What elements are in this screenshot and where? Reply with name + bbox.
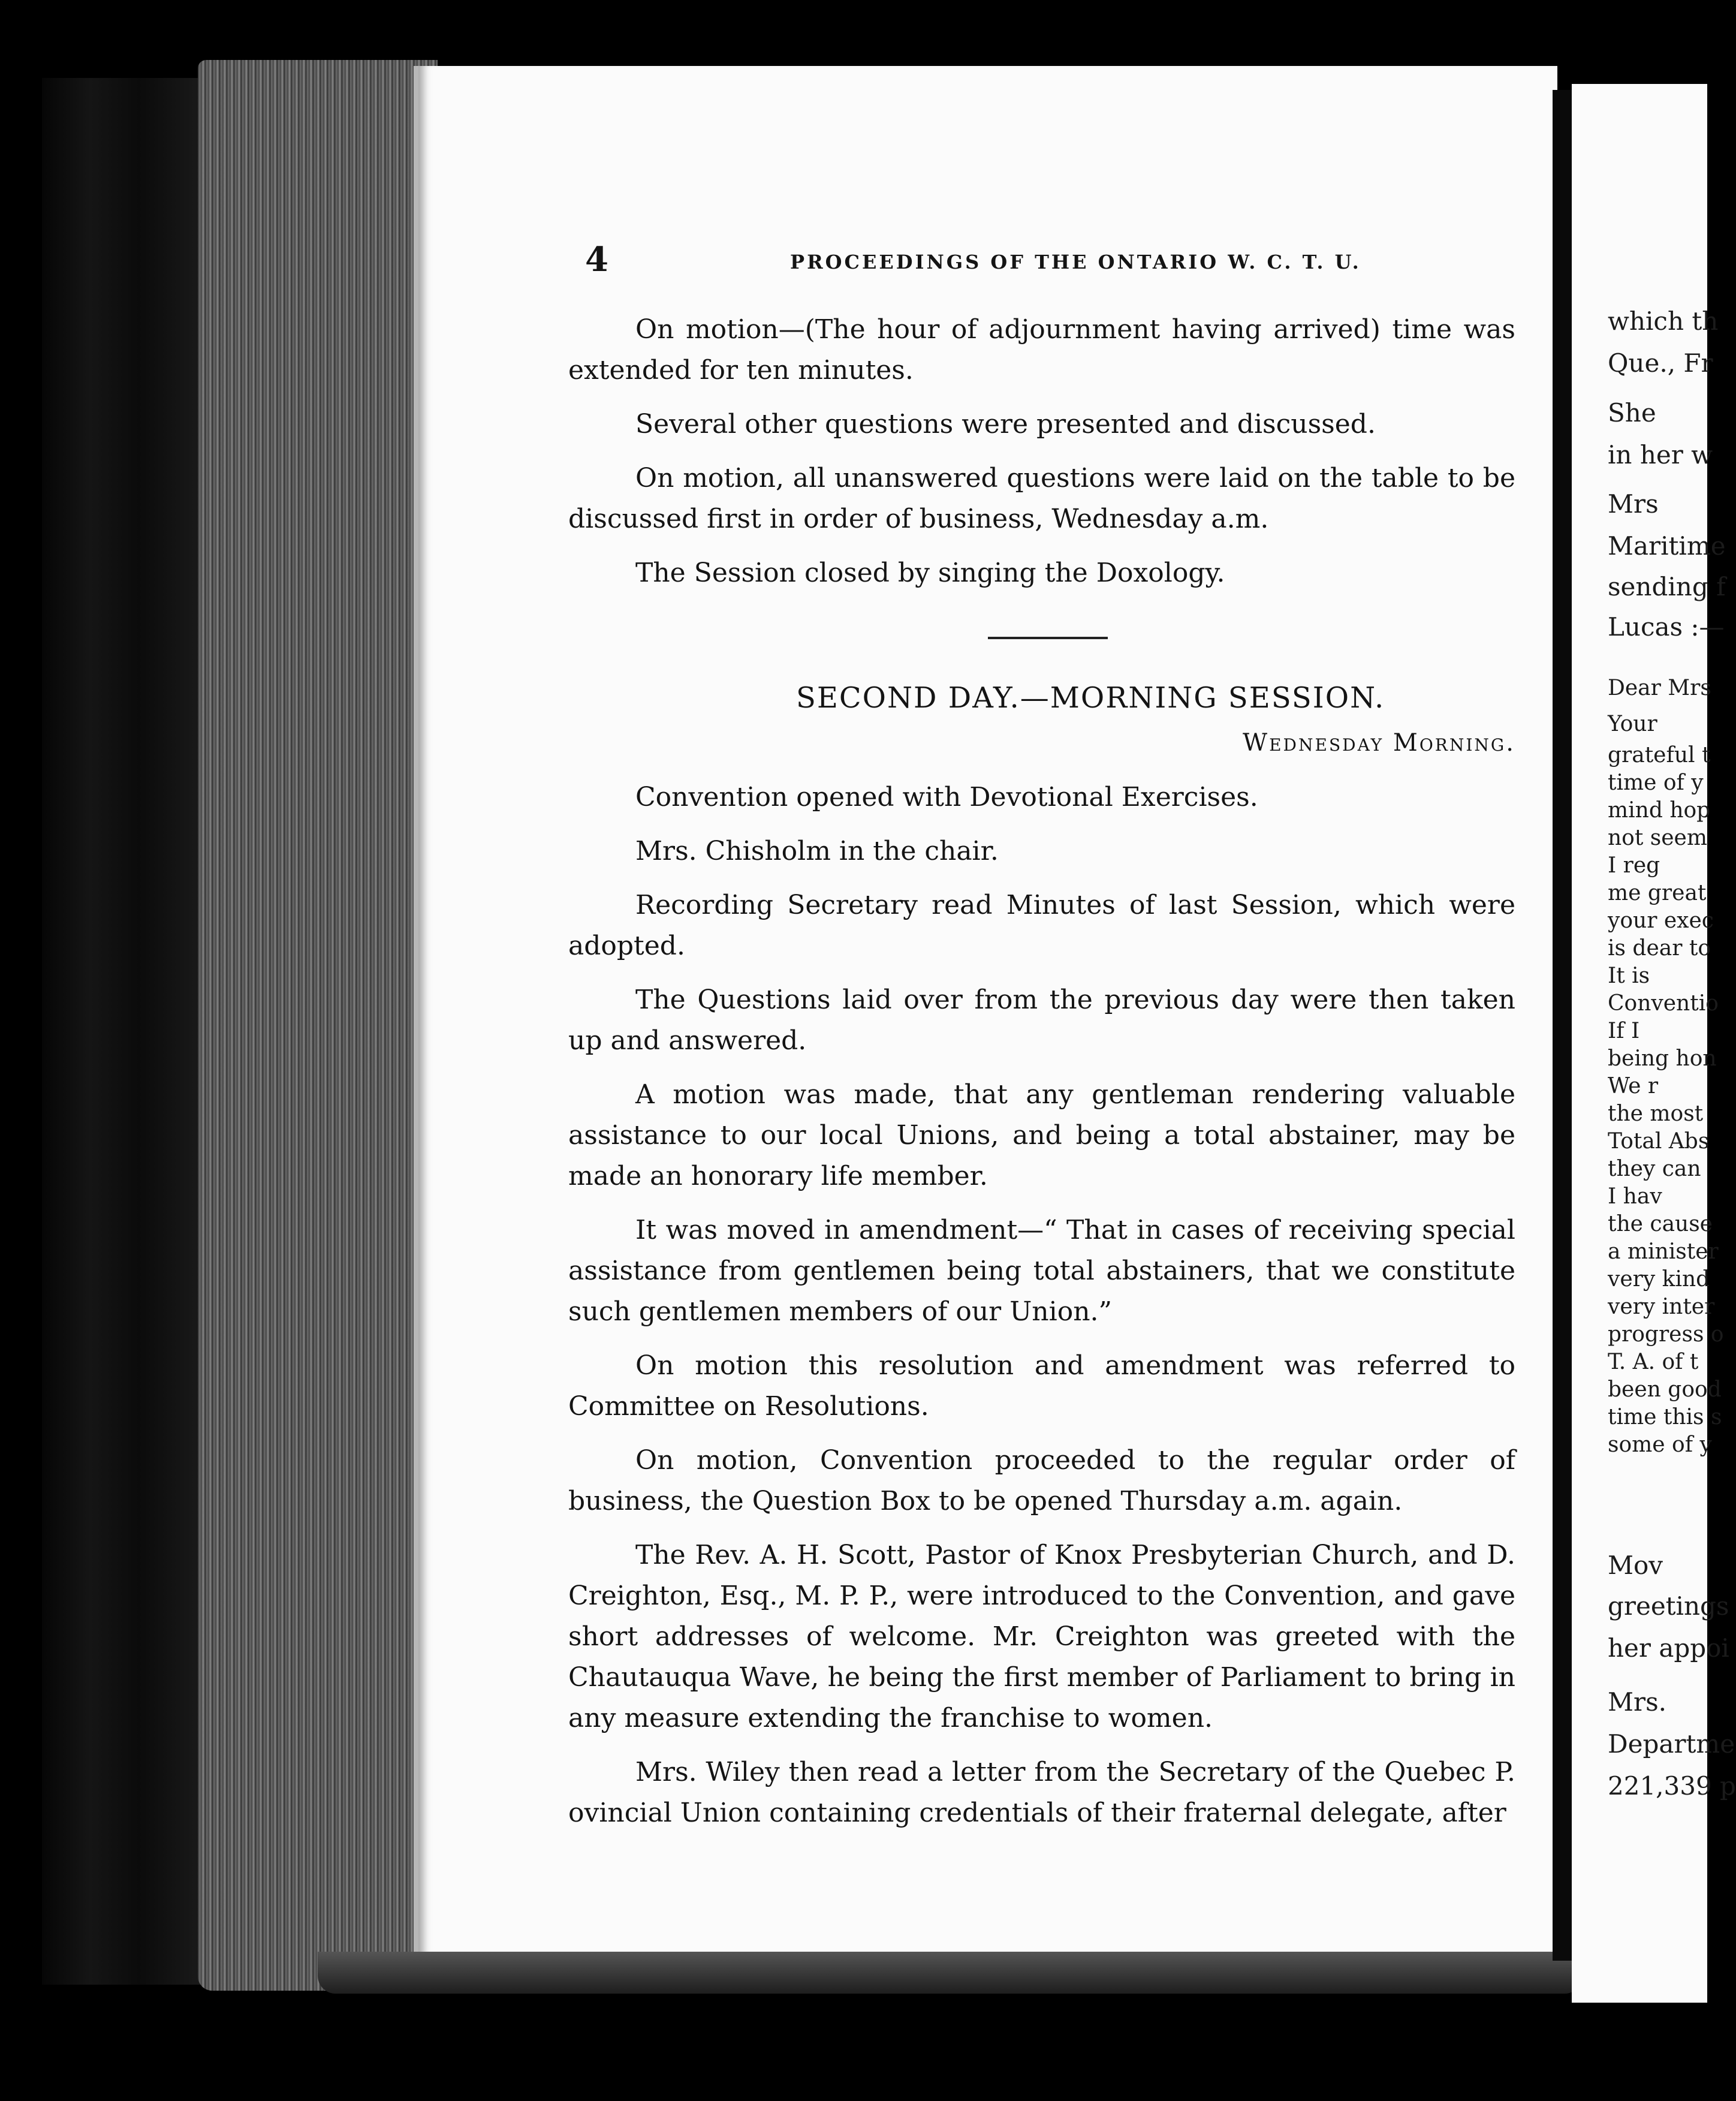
right-page-line: I hav: [1608, 1184, 1662, 1209]
right-page-line: It is: [1608, 964, 1650, 988]
right-page-line: progress o: [1608, 1322, 1724, 1347]
right-page-line: the most: [1608, 1101, 1704, 1126]
right-page-line: I reg: [1608, 853, 1660, 878]
section-subheading: Wednesday Morning.: [1243, 729, 1515, 757]
right-page-line: sending f: [1608, 572, 1726, 601]
right-page-line: is dear to: [1608, 936, 1711, 961]
right-page-line: Mrs: [1608, 489, 1659, 519]
paragraph: Convention opened with Devotional Exercises.: [635, 782, 1258, 812]
right-page-line: some of y: [1608, 1432, 1712, 1457]
paragraph: The Rev. A. H. Scott, Pastor of Knox Presbyterian Church, and D. Creighton, Esq., M. P. P., were introduced to the Convention, and gave short addresses of welcome. Mr. Creighton was greeted with the Chautauqua Wave, he being the first member of Parliament to bring in any measure extending the franchise to women.: [568, 1540, 1515, 1733]
right-page: [1572, 84, 1736, 2003]
right-page-line: Departme: [1608, 1729, 1735, 1759]
right-page-line: greetings: [1608, 1591, 1729, 1621]
paragraph: On motion—(The hour of adjournment having arrived) time was extended for ten minutes.: [568, 314, 1515, 386]
book-spine: [42, 78, 204, 1985]
right-page-line: in her w: [1608, 440, 1713, 469]
paragraph: It was moved in amendment—“ That in cases of receiving special assistance from gentlemen being total abstainers, that we constitute such gentlemen members of our Union.”: [568, 1215, 1515, 1327]
right-page-line: your exec: [1608, 908, 1714, 933]
right-page-line: time this s: [1608, 1405, 1722, 1429]
page-bottom-shadow: [318, 1952, 1583, 1994]
paragraph: Several other questions were presented and discussed.: [635, 409, 1376, 440]
right-page-line: her appoi: [1608, 1633, 1729, 1663]
right-page-line: Your: [1608, 712, 1657, 736]
paragraph: Mrs. Wiley then read a letter from the Secretary of the Quebec P. ovincial Union containing credentials of their fraternal delegate, after: [568, 1757, 1515, 1828]
right-page-line: Dear Mrs: [1608, 676, 1711, 700]
right-page-line: time of y: [1608, 770, 1704, 795]
paragraph: On motion, all unanswered questions were laid on the table to be discussed first in order of business, Wednesday a.m.: [568, 463, 1515, 534]
right-page-line: Mrs.: [1608, 1687, 1666, 1717]
right-page-line: She: [1608, 398, 1656, 428]
right-page-line: not seem: [1608, 826, 1707, 850]
right-page-line: being hon: [1608, 1046, 1717, 1071]
paragraph: The Session closed by singing the Doxology.: [635, 558, 1225, 588]
right-page-line: been good: [1608, 1377, 1722, 1402]
right-page-line: the cause: [1608, 1212, 1713, 1236]
paragraph: On motion, Convention proceeded to the regular order of business, the Question Box to be opened Thursday a.m. again.: [568, 1445, 1515, 1516]
paragraph: Recording Secretary read Minutes of last Session, which were adopted.: [568, 890, 1515, 961]
right-page-line: mind hop: [1608, 798, 1711, 823]
right-page-line: T. A. of t: [1608, 1350, 1699, 1374]
page-number: 4: [585, 240, 608, 279]
right-page-line: grateful t: [1608, 743, 1711, 767]
right-page-line: 221,339 p: [1608, 1771, 1736, 1801]
right-page-line: Mov: [1608, 1551, 1663, 1580]
book-gutter: [1553, 90, 1572, 1961]
right-page-line: If I: [1608, 1019, 1640, 1043]
section-divider: [988, 637, 1108, 639]
right-page-line: Total Abs: [1608, 1129, 1710, 1154]
right-page-line: Que., Fr: [1608, 348, 1713, 378]
right-page-line: We r: [1608, 1074, 1659, 1098]
running-head: PROCEEDINGS OF THE ONTARIO W. C. T. U.: [790, 251, 1361, 273]
page-edges: [198, 60, 438, 1991]
right-page-line: a minister: [1608, 1239, 1719, 1264]
paragraph: The Questions laid over from the previous day were then taken up and answered.: [568, 985, 1515, 1056]
page-header: [568, 240, 1515, 288]
right-page-line: which th: [1608, 306, 1719, 336]
right-page-line: Conventio: [1608, 991, 1719, 1016]
paragraph: A motion was made, that any gentleman rendering valuable assistance to our local Unions, and being a total abstainer, may be made an honorary life member.: [568, 1079, 1515, 1191]
right-page-line: they can: [1608, 1157, 1701, 1181]
page-content: [568, 240, 1515, 1847]
right-page-line: me great: [1608, 881, 1707, 905]
paragraph: On motion this resolution and amendment was referred to Committee on Resolutions.: [568, 1350, 1515, 1422]
right-page-line: Maritime: [1608, 531, 1726, 561]
right-page-line: very inter: [1608, 1295, 1715, 1319]
section-heading: SECOND DAY.—MORNING SESSION.: [796, 681, 1385, 715]
right-page-line: Lucas :—: [1608, 612, 1725, 642]
paragraph: Mrs. Chisholm in the chair.: [635, 836, 999, 866]
right-page-line: very kind: [1608, 1267, 1710, 1292]
